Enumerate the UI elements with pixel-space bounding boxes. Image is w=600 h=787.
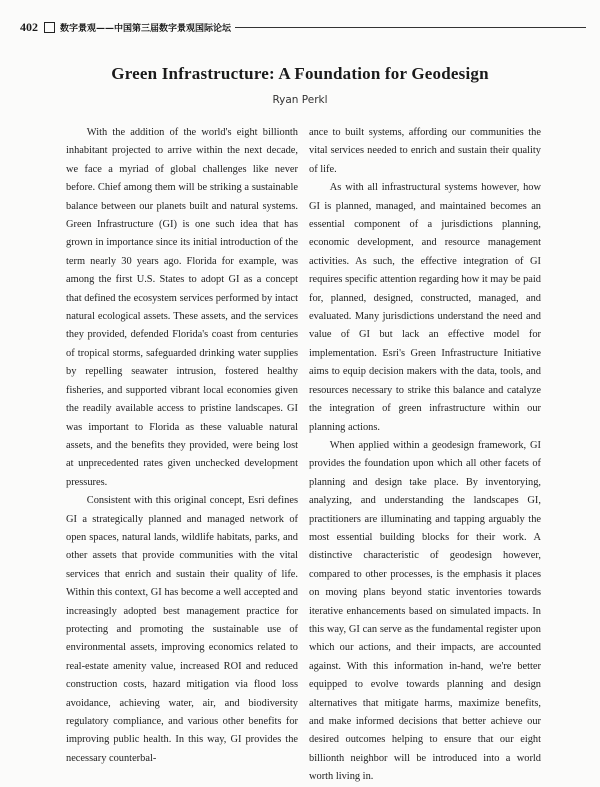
header-rule xyxy=(235,27,586,28)
paragraph: With the addition of the world's eight billionth inhabitant projected to arrive within the next decade, we face a myriad of global challenges like never before. Chief among them will be striking a sustainable balance between our planets built and natural systems. Green Infrastructure (GI) is one such idea that has grown in importance since its initial introduction of the term nearly 30 years ago. Florida for example, was among the first U.S. States to adopt GI as a concept that defined the ecosystem services performed by intact natural ecological assets. These assets, and the services they provided, defended Florida's coast from centuries of tropical storms, safeguarded drinking water supplies by repelling seawater intrusion, fostered healthy fisheries, and supported vibrant local economies given the readily available access to pristine landscapes. GI was important to Florida as these valuable natural assets, and the benefits they provided, were being lost at unprecedented rates given unchecked development pressures. xyxy=(66,127,298,488)
page-number: 402 xyxy=(20,19,38,34)
square-icon xyxy=(44,22,55,33)
paragraph: ance to built systems, affording our communities the vital services needed to enrich and sustain their quality of life. xyxy=(309,127,541,175)
paragraph: Consistent with this original concept, Esri defines GI a strategically planned and managed network of open spaces, natural lands, wildlife habitats, parks, and other assets that provide communities with the vital services that enrich and sustain their quality of life. Within this context, GI has become a well accepted and increasingly adopted best management practice for protecting and promoting the sustainable use of environmental assets, improving economics related to real-estate amenity value, increased ROI and reduced construction costs, hazard mitigation via flood loss avoidance, achieving water, air, and biodiversity regulatory compliance, and various other benefits for improving public health. In this way, GI provides the necessary counterbal- xyxy=(66,495,298,764)
paragraph: As with all infrastructural systems however, how GI is planned, managed, and maintained becomes an essential component of a jurisdictions planning, economic development, and resource management activities. As such, the effective integration of GI requires specific attention regarding how it may be paid for, planned, designed, constructed, managed, and evaluated. Many jurisdictions understand the need and value of GI but lack an effective model for implementation. Esri's Green Infrastructure Initiative aims to equip decision makers with the data, tools, and resources necessary to strike this balance and catalyze the integration of green infrastructure within our planning actions. xyxy=(309,182,541,433)
paragraph: When applied within a geodesign framework, GI provides the foundation upon which all other facets of planning and design take place. By inventorying, analyzing, and understanding the landscapes GI, practitioners are illuminating and tapping arguably the most essential building blocks for their work. A distinctive characteristic of geodesign however, compared to other processes, is the emphasis it places on moving plans beyond static inventories towards iterative enhancements based on simulated impacts. In this way, GI can serve as the fundamental register upon which our actions, and their impacts, are accounted against. With this information in-hand, we're better equipped to evolve towards planning and design alternatives that mitigate harms, maximize benefits, and make informed decisions that better achieve our desired outcomes helping to ensure that our eight billionth neighbor will be introduced into a world worth living in. xyxy=(309,439,541,783)
article-author: Ryan Perkl xyxy=(272,94,328,106)
running-header xyxy=(20,16,586,38)
article-title: Green Infrastructure: A Foundation for Geodesign xyxy=(111,64,489,83)
right-column xyxy=(309,124,541,787)
left-column xyxy=(66,124,298,768)
journal-title: 数字景观——中国第三届数字景观国际论坛 xyxy=(60,23,232,34)
